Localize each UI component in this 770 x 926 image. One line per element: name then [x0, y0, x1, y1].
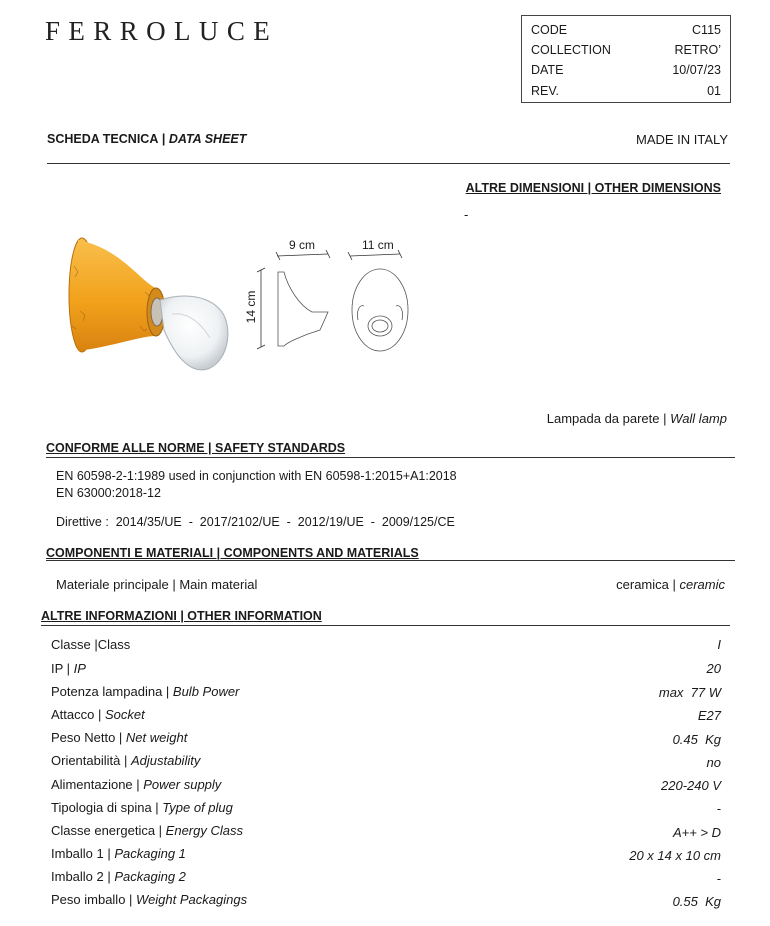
info-value-packaging-weight: 0.55 Kg	[672, 894, 721, 909]
info-label-class	[51, 637, 130, 652]
info-value: RETRO’	[674, 43, 721, 57]
standards-line-2: EN 63000:2018-12	[56, 486, 161, 500]
label-en: Packaging 2	[114, 869, 186, 884]
label-it: Classe |Class	[51, 637, 131, 652]
materials-divider	[46, 560, 735, 561]
info-value-packaging-1: 20 x 14 x 10 cm	[629, 848, 721, 863]
label-it: Potenza lampadina |	[51, 684, 173, 699]
info-label-net-weight	[51, 730, 187, 745]
dimension-depth: 9 cm	[289, 238, 316, 252]
product-type-it: Lampada da parete	[546, 411, 660, 426]
label-it: Alimentazione |	[51, 777, 144, 792]
standards-divider	[46, 457, 735, 458]
made-in-italy: MADE IN ITALY	[636, 132, 728, 147]
label-en: Energy Class	[165, 823, 243, 838]
info-label-adjustability	[51, 753, 200, 768]
material-value-en: ceramic	[679, 577, 725, 592]
label-en: Socket	[104, 707, 145, 722]
label-en: Type of plug	[162, 800, 233, 815]
header-divider	[47, 163, 730, 164]
info-label-packaging-2	[51, 869, 186, 884]
product-type-en: Wall lamp	[670, 411, 727, 426]
other-dimensions-title: ALTRE DIMENSIONI | OTHER DIMENSIONS	[465, 181, 721, 195]
info-value-adjustability: no	[706, 755, 721, 770]
label-en: Net weight	[125, 730, 188, 745]
material-value-it: ceramica |	[616, 577, 680, 592]
title-separator: |	[161, 132, 166, 146]
info-key: COLLECTION	[531, 43, 611, 57]
info-label-packaging-1	[51, 846, 186, 861]
label-it: Peso Netto |	[51, 730, 126, 745]
directives: Direttive : 2014/35/UE - 2017/2102/UE - 2012/19/UE - 2009/125/CE	[56, 515, 455, 529]
label-it: Imballo 1 |	[51, 846, 115, 861]
title-en: DATA SHEET	[168, 132, 247, 146]
info-label-ip	[51, 661, 86, 676]
label-it: Tipologia di spina |	[51, 800, 163, 815]
standards-line-1: EN 60598-2-1:1989 used in conjunction with EN 60598-1:2015+A1:2018	[56, 469, 457, 483]
info-key: CODE	[531, 23, 568, 37]
material-value	[616, 577, 725, 592]
product-type-separator: |	[663, 411, 667, 426]
info-value-class: I	[717, 637, 721, 652]
info-label-packaging-weight	[51, 892, 247, 907]
info-label-plug-type	[51, 800, 233, 815]
info-value-net-weight: 0.45 Kg	[672, 732, 721, 747]
label-it: Classe energetica |	[51, 823, 166, 838]
technical-drawing	[240, 230, 440, 360]
info-value: C115	[692, 23, 721, 37]
info-key: REV.	[531, 84, 560, 98]
material-label: Materiale principale | Main material	[56, 577, 258, 592]
dimension-width: 11 cm	[362, 238, 394, 252]
label-en: Packaging 1	[114, 846, 186, 861]
info-box	[521, 15, 731, 103]
info-label-energy-class	[51, 823, 243, 838]
brand-logo: FERROLUCE	[45, 16, 279, 46]
info-value-ip: 20	[706, 661, 721, 676]
info-value: 10/07/23	[672, 63, 721, 77]
info-label-bulb-power	[51, 684, 239, 699]
label-en: Bulb Power	[172, 684, 240, 699]
label-en: Weight Packagings	[136, 892, 248, 907]
info-row-collection	[531, 43, 721, 63]
product-type	[547, 411, 727, 426]
label-it: IP |	[51, 661, 74, 676]
standards-title: CONFORME ALLE NORME | SAFETY STANDARDS	[46, 441, 346, 455]
datasheet-title	[47, 132, 246, 146]
label-it: Imballo 2 |	[51, 869, 115, 884]
other-dimensions-value: -	[464, 207, 469, 222]
info-value-plug-type: -	[716, 801, 721, 816]
info-value: 01	[707, 84, 721, 98]
label-it: Orientabilità |	[51, 753, 131, 768]
info-value-power-supply: 220-240 V	[661, 778, 721, 793]
info-row-rev	[531, 84, 721, 104]
info-value-packaging-2: -	[716, 871, 721, 886]
info-row-code	[531, 23, 721, 43]
info-row-date	[531, 63, 721, 83]
dimension-height: 14 cm	[244, 290, 258, 324]
info-label-power-supply	[51, 777, 221, 792]
product-photo	[60, 226, 250, 381]
other-info-title: ALTRE INFORMAZIONI | OTHER INFORMATION	[41, 609, 322, 623]
title-it: SCHEDA TECNICA	[47, 132, 159, 146]
info-key: DATE	[531, 63, 564, 77]
info-label-socket	[51, 707, 145, 722]
info-value-energy-class: A++ > D	[672, 825, 721, 840]
label-en: IP	[73, 661, 86, 676]
other-info-divider	[41, 625, 730, 626]
info-value-socket: E27	[697, 708, 721, 723]
label-it: Peso imballo |	[51, 892, 137, 907]
label-it: Attacco |	[51, 707, 105, 722]
info-value-bulb-power: max 77 W	[658, 685, 721, 700]
label-en: Adjustability	[130, 753, 201, 768]
label-en: Power supply	[143, 777, 222, 792]
materials-title: COMPONENTI E MATERIALI | COMPONENTS AND MATERIALS	[46, 546, 419, 560]
